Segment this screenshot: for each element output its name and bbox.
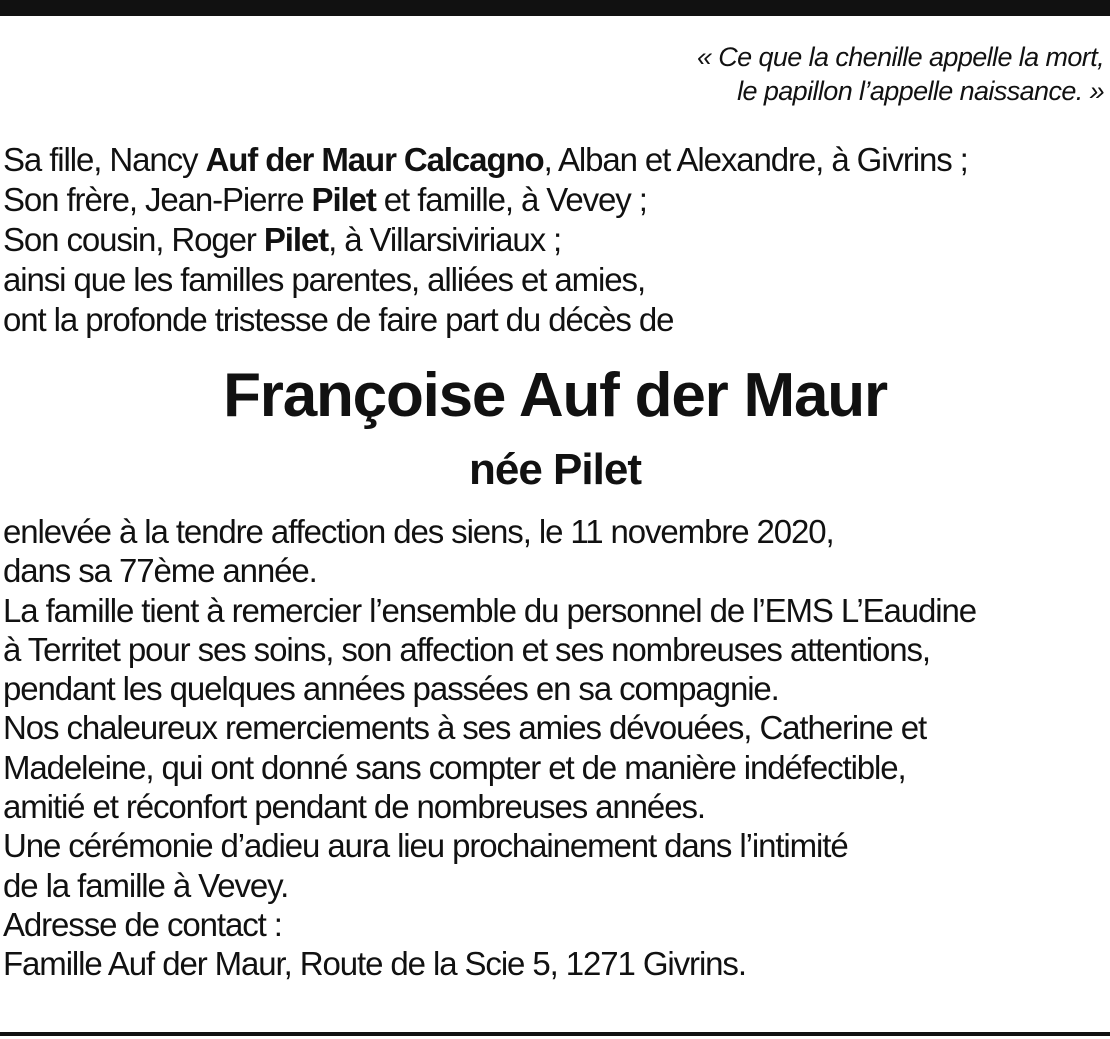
announcement-body: [3, 512, 976, 984]
family-announcement: [3, 140, 968, 340]
relative-surname: Auf der Maur Calcagno: [205, 141, 544, 178]
family-line: ont la profonde tristesse de faire part du décès de: [3, 301, 674, 338]
maiden-name: née Pilet: [469, 445, 641, 494]
family-line: Son frère, Jean-Pierre Pilet et famille, à Vevey ;: [3, 181, 647, 218]
body-line: Une cérémonie d’adieu aura lieu prochainement dans l’intimité: [3, 827, 848, 865]
quote-line: « Ce que la chenille appelle la mort,: [696, 42, 1104, 72]
body-line: amitié et réconfort pendant de nombreuses années.: [3, 788, 705, 826]
family-line: ainsi que les familles parentes, alliées et amies,: [3, 261, 646, 298]
family-line: Son cousin, Roger Pilet, à Villarsiviriaux ;: [3, 221, 562, 258]
bottom-rule: [0, 1032, 1110, 1036]
body-line: à Territet pour ses soins, son affection et ses nombreuses attentions,: [3, 630, 931, 668]
body-line: enlevée à la tendre affection des siens, le 11 novembre 2020,: [3, 513, 834, 550]
contact-label: Adresse de contact :: [3, 905, 282, 943]
quote-line: le papillon l’appelle naissance. »: [737, 76, 1104, 106]
body-line: dans sa 77ème année.: [3, 552, 317, 590]
family-line: Sa fille, Nancy Auf der Maur Calcagno, Alban et Alexandre, à Givrins ;: [3, 141, 968, 178]
contact-address: Famille Auf der Maur, Route de la Scie 5, 1271 Givrins.: [3, 945, 746, 983]
deceased-name: Françoise Auf der Maur: [223, 361, 887, 430]
relative-surname: Pilet: [263, 221, 329, 258]
body-line: de la famille à Vevey.: [3, 866, 289, 904]
body-line: pendant les quelques années passées en sa compagnie.: [3, 670, 779, 708]
relative-surname: Pilet: [311, 181, 376, 218]
body-line: Madeleine, qui ont donné sans compter et de manière indéfectible,: [3, 748, 906, 786]
body-line: Nos chaleureux remerciements à ses amies dévouées, Catherine et: [3, 709, 927, 747]
body-line: La famille tient à remercier l’ensemble du personnel de l’EMS L’Eaudine: [3, 591, 976, 629]
top-rule: [0, 0, 1110, 16]
epigraph-quote: [697, 40, 1104, 108]
